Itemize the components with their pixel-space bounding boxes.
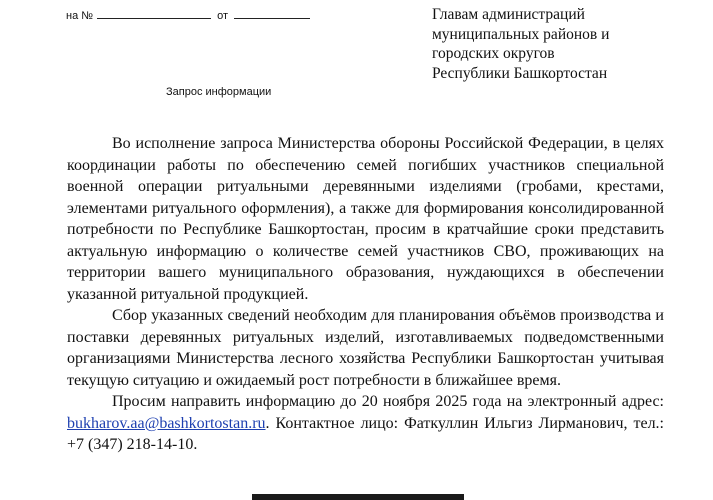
email-link[interactable]: bukharov.aa@bashkortostan.ru (67, 414, 266, 432)
ref-number-blank (97, 9, 211, 19)
body-paragraph-2: Сбор указанных сведений необходим для планирования объёмов производства и поставки деревянных ритуальных изделий, изготавливаемых подведомственными организациями Министерства лесного хозяйства Республики Башкортостан учитывая текущую ситуацию и ожидаемый рост потребности в ближайшее время. (67, 307, 664, 389)
addressee-line: Главам администраций (432, 6, 585, 23)
body-paragraph-1: Во исполнение запроса Министерства обороны Российской Федерации, в целях координации работы по обеспечению семей погибших участников специальной военной операции ритуальными деревянными изделиями (гробами, крестами, элементами ритуального оформления), а также для формирования консолидированной потребности по Республике Башкортостан, просим в кратчайшие сроки представить актуальную информацию о количестве семей участников СВО, проживающих на территории вашего муниципального образования, нуждающихся в обеспечении указанной ритуальной продукцией. (67, 135, 664, 303)
paragraph-3-contact: . Контактное лицо: Фаткуллин Ильгиз Лирманович, тел.: +7 (347) 218-14-10. (67, 414, 664, 453)
paragraph-3-lead: Просим направить информацию до 20 ноября 2025 года на электронный адрес: (112, 393, 664, 410)
date-label: от (217, 10, 228, 22)
addressee-block (432, 5, 702, 83)
reference-line (66, 9, 310, 22)
body-paragraph-3 (67, 391, 664, 456)
addressee-line: Республики Башкортостан (432, 64, 608, 82)
ref-number-label: на № (66, 10, 94, 22)
subject-title: Запрос информации (166, 86, 272, 98)
date-blank (234, 9, 310, 19)
addressee-line: муниципальных районов и (432, 25, 610, 43)
letter-body (67, 133, 664, 456)
bottom-edge-bar (252, 494, 464, 500)
addressee-line: городских округов (432, 45, 555, 62)
